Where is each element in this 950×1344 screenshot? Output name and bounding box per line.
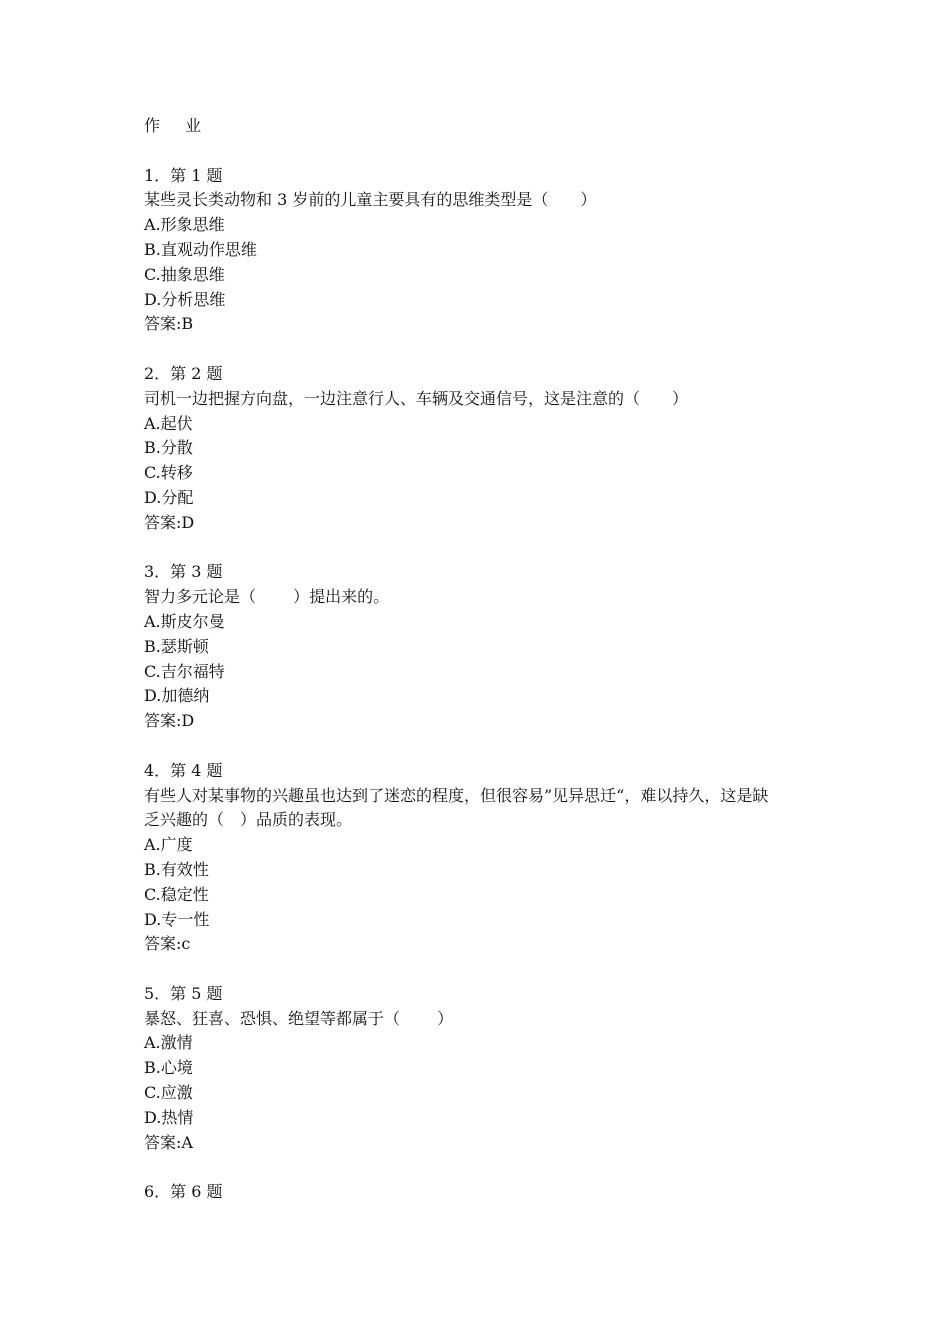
- option-c: C.稳定性: [144, 884, 209, 904]
- answer: 答案:D: [144, 512, 195, 532]
- option-b: B.分散: [144, 438, 193, 458]
- question-stem: 某些灵长类动物和 3 岁前的儿童主要具有的思维类型是（ ）: [144, 190, 597, 210]
- option-b: B.心境: [144, 1058, 193, 1078]
- option-a: A.起伏: [144, 413, 193, 433]
- answer: 答案:B: [144, 314, 194, 334]
- spacer: [144, 139, 824, 164]
- question-stem-line-2: 乏兴趣的（ ）品质的表现。: [144, 810, 353, 830]
- option-d: D.加德纳: [144, 686, 210, 706]
- question-header: 6．第 6 题: [144, 1182, 223, 1202]
- option-c: C.吉尔福特: [144, 661, 225, 681]
- answer: 答案:c: [144, 934, 191, 954]
- question-4: [144, 759, 824, 957]
- option-c: C.应激: [144, 1083, 193, 1103]
- document-page: [144, 114, 824, 1205]
- question-header: 2．第 2 题: [144, 363, 223, 383]
- spacer: [144, 734, 824, 759]
- option-a: A.激情: [144, 1033, 193, 1053]
- option-c: C.转移: [144, 463, 193, 483]
- question-header: 1．第 1 题: [144, 165, 223, 185]
- question-3: [144, 560, 824, 734]
- answer: 答案:D: [144, 711, 195, 731]
- option-a: A.广度: [144, 835, 193, 855]
- question-6: [144, 1180, 824, 1205]
- option-c: C.抽象思维: [144, 264, 225, 284]
- option-a: A.斯皮尔曼: [144, 611, 225, 631]
- question-stem-line-1: 有些人对某事物的兴趣虽也达到了迷恋的程度，但很容易”见异思迁“，难以持久，这是缺: [144, 785, 769, 805]
- option-b: B.有效性: [144, 859, 209, 879]
- question-header: 4．第 4 题: [144, 760, 223, 780]
- question-stem: 司机一边把握方向盘，一边注意行人、车辆及交通信号，这是注意的（ ）: [144, 388, 689, 408]
- document-title: 作 业: [144, 116, 212, 135]
- question-stem: 智力多元论是（ ）提出来的。: [144, 587, 390, 607]
- spacer: [144, 536, 824, 561]
- option-b: B.瑟斯顿: [144, 636, 209, 656]
- option-a: A.形象思维: [144, 215, 225, 235]
- option-d: D.热情: [144, 1107, 194, 1127]
- spacer: [144, 1155, 824, 1180]
- question-stem: 暴怒、狂喜、恐惧、绝望等都属于（ ）: [144, 1008, 454, 1028]
- option-d: D.分配: [144, 487, 194, 507]
- answer: 答案:A: [144, 1132, 193, 1152]
- question-2: [144, 362, 824, 536]
- question-5: [144, 982, 824, 1156]
- spacer: [144, 957, 824, 982]
- option-b: B.直观动作思维: [144, 239, 257, 259]
- question-header: 3．第 3 题: [144, 562, 223, 582]
- question-header: 5．第 5 题: [144, 983, 223, 1003]
- spacer: [144, 337, 824, 362]
- question-1: [144, 164, 824, 338]
- option-d: D.分析思维: [144, 289, 226, 309]
- option-d: D.专一性: [144, 909, 210, 929]
